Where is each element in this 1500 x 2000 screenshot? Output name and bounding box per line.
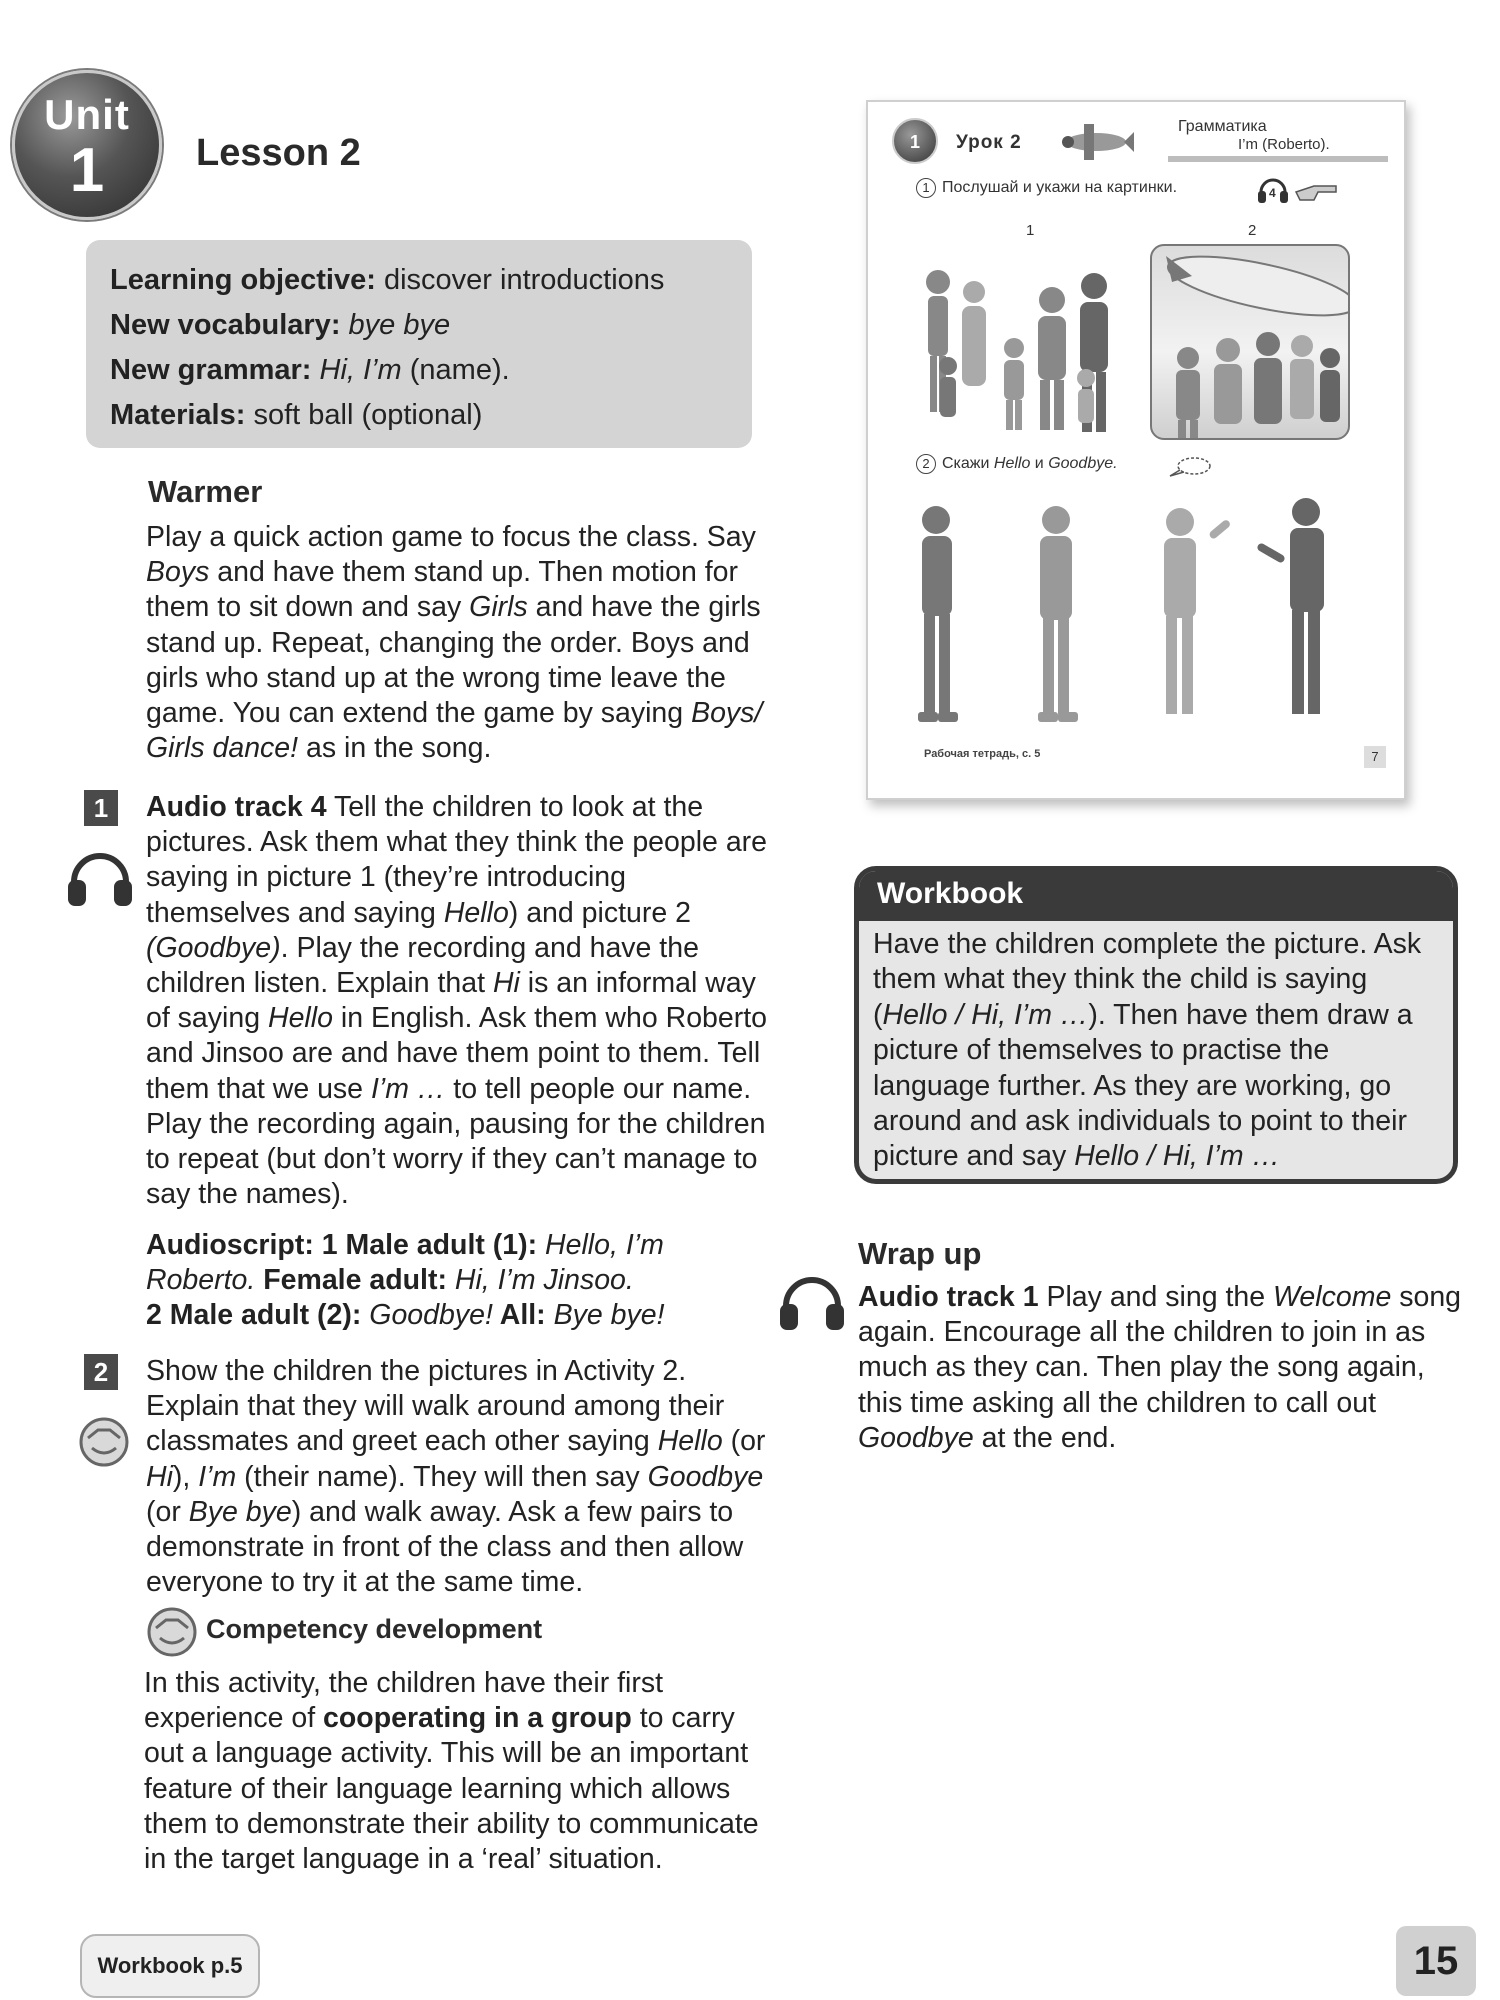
workbook-box — [854, 866, 1458, 1184]
workbook-page-lesson: Урок 2 — [956, 132, 1022, 153]
workbook-page-grammar-example: I’m (Roberto). — [1238, 136, 1330, 153]
workbook-box-text: Have the children complete the picture. Ask them what they think the child is saying (Hello / Hi, I’m …). Then have them draw a picture of themselves to practise the language further. As they are working, go around and ask individuals to point to their picture and say Hello / Hi, I’m … — [873, 928, 1422, 1173]
unit-badge — [12, 70, 162, 220]
workbook-page-footer-ref: Рабочая тетрадь, с. 5 — [924, 748, 1041, 760]
workbook-page-header — [878, 110, 1398, 172]
page-number: 15 — [1396, 1926, 1476, 1996]
activity-2-text: Show the children the pictures in Activity 2. Explain that they will walk around among their classmates and greet each other saying Hello (or Hi), I’m (their name). They will then say Goodbye (or Bye bye) and walk away. Ask a few pairs to demonstrate in front of the class and then allow everyone to try it at the same time. — [146, 1355, 766, 1599]
warmer-heading: Warmer — [148, 474, 263, 509]
lesson-title: Lesson 2 — [196, 132, 361, 174]
children-greeting-illustration — [908, 498, 1388, 738]
workbook-page-instruction-2: 2 Скажи Hello и Goodbye. — [916, 454, 1118, 474]
activity-1-number: 1 — [84, 790, 118, 826]
new-grammar: New grammar: Hi, I’m (name). — [110, 354, 510, 386]
speaking-icon — [78, 1416, 130, 1468]
airplane-icon — [1054, 118, 1134, 164]
objectives-box — [86, 240, 752, 448]
workbook-page-image — [866, 100, 1406, 800]
competency-heading: Competency development — [206, 1614, 543, 1644]
wrap-up-heading: Wrap up — [858, 1236, 982, 1271]
audio-track-number: 4 — [1269, 186, 1276, 200]
workbook-page-number: 7 — [1364, 746, 1386, 768]
headphones-icon — [64, 842, 136, 908]
activity-1-text: Audio track 4 Tell the children to look at the pictures. Ask them what they think the people are saying in picture 1 (they’re introducing themselves and saying Hello) and picture 2 (Goodbye). Play the recording and have the children listen. Explain that Hi is an informal way of saying Hello in English. Ask them who Roberto and Jinsoo are and have them point to them. Tell them that we use I’m … to tell people our name. Play the recording again, pausing for the children to repeat (but don’t worry if they can’t manage to say the names). — [146, 791, 768, 1211]
introductions-illustration — [918, 262, 1138, 442]
workbook-reference: Workbook p.5 — [80, 1934, 260, 1998]
unit-number: 1 — [69, 136, 105, 205]
new-vocabulary: New vocabulary: bye bye — [110, 309, 451, 341]
pointing-hand-icon — [1294, 180, 1338, 204]
speech-bubble-icon — [1168, 456, 1212, 478]
workbook-page-grammar: Грамматика — [1178, 118, 1267, 135]
wrap-up-text: Audio track 1 Play and sing the Welcome song again. Encourage all the children to join in as much as they can. Then play the song again, this time asking all the children to call out Goodbye at the end. — [858, 1281, 1462, 1454]
materials: Materials: soft ball (optional) — [110, 399, 483, 431]
picture-2-label: 2 — [1248, 222, 1257, 239]
workbook-box-heading: Workbook — [859, 871, 1453, 921]
workbook-page-header-rule — [1168, 156, 1388, 162]
unit-word: Unit — [44, 91, 130, 138]
competency-icon — [146, 1606, 198, 1658]
workbook-page-instruction-1: 1 Послушай и укажи на картинки. — [916, 178, 1177, 198]
warmer-text: Play a quick action game to focus the class. Say Boys and have them stand up. Then motion for them to sit down and say Girls and have the girls stand up. Repeat, changing the order. Boys and girls who stand up at the wrong time leave the game. You can extend the game by saying Boys/ Girls dance! as in the song. — [146, 521, 763, 765]
learning-objective: Learning objective: discover introductions — [110, 264, 665, 296]
goodbye-illustration — [1150, 244, 1350, 440]
workbook-page-badge: 1 — [892, 118, 938, 164]
audioscript: Audioscript: 1 Male adult (1): Hello, I’m Roberto. Female adult: Hi, I’m Jinsoo. 2 Male adult (2): Goodbye! All: Bye bye! — [146, 1229, 665, 1332]
competency-text: In this activity, the children have their first experience of cooperating in a group to carry out a language activity. This will be an important feature of their language learning which allows them to demonstrate their ability to communicate in the target language in a ‘real’ situation. — [144, 1667, 759, 1876]
picture-1-label: 1 — [1026, 222, 1035, 239]
headphones-icon-wrap-up — [776, 1266, 848, 1332]
activity-2-number: 2 — [84, 1354, 118, 1390]
